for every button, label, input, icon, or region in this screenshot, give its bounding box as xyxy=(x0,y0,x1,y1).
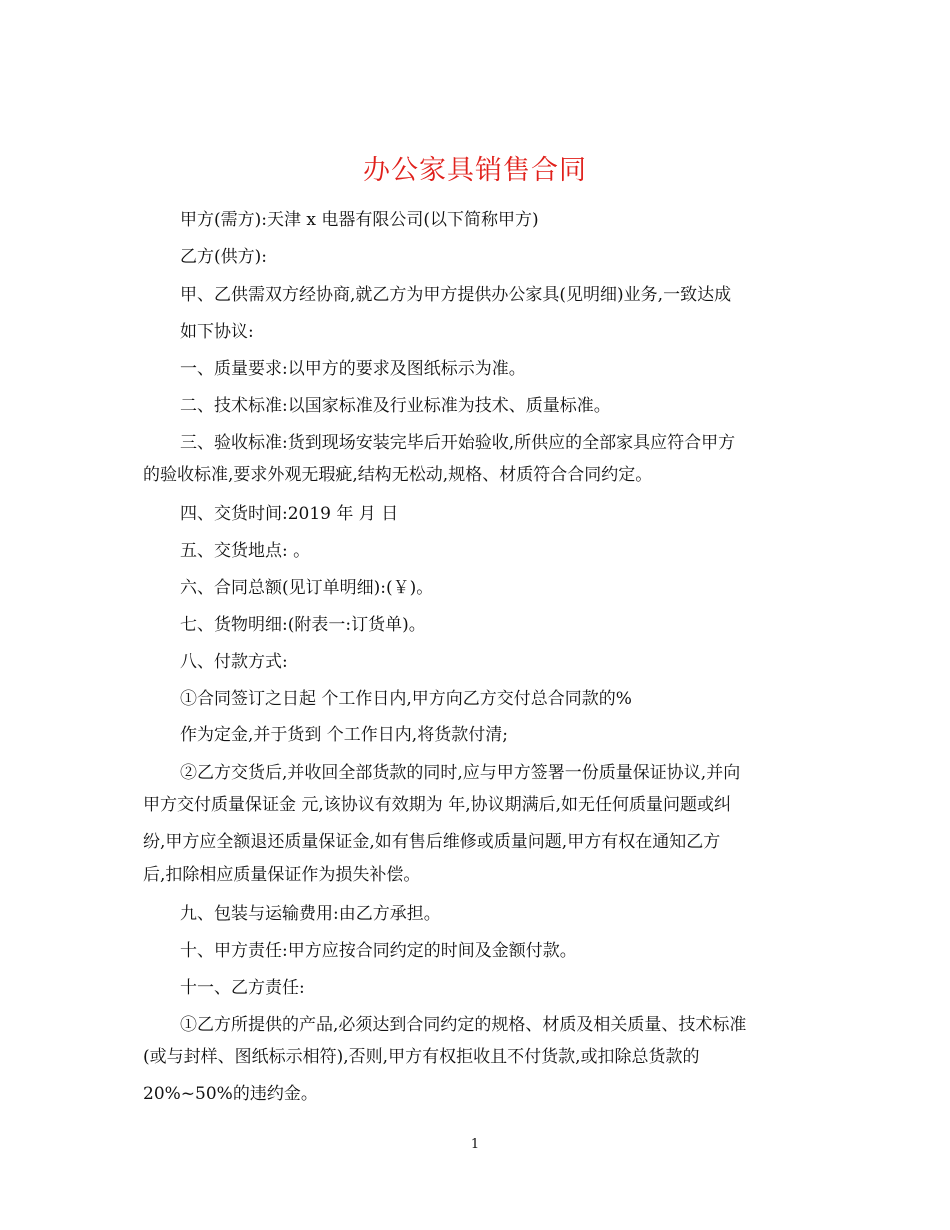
page-number: 1 xyxy=(470,1137,480,1152)
payment-item-1-cont: 作为定金,并于货到 个工作日内,将货款付清; xyxy=(180,725,508,745)
payment-item-2-cont-1: 甲方交付质量保证金 元,该协议有效期为 年,协议期满后,如无任何质量问题或纠 xyxy=(143,795,732,815)
clause-acceptance-cont: 的验收标准,要求外观无瑕疵,结构无松动,规格、材质符合合同约定。 xyxy=(143,465,653,485)
clause-tech-standard: 二、技术标准:以国家标准及行业标准为技术、质量标准。 xyxy=(180,396,611,416)
clause-payment: 八、付款方式: xyxy=(180,652,288,672)
party-b-duty-item-1: ①乙方所提供的产品,必须达到合同约定的规格、材质及相关质量、技术标准 xyxy=(180,1015,747,1035)
line-intro-cont: 如下协议: xyxy=(180,322,254,342)
clause-party-b-duty: 十一、乙方责任: xyxy=(180,978,305,998)
payment-item-2-cont-2: 纷,甲方应全额退还质量保证金,如有售后维修或质量问题,甲方有权在通知乙方 xyxy=(143,832,721,852)
payment-item-2-cont-3: 后,扣除相应质量保证作为损失补偿。 xyxy=(143,865,421,885)
clause-goods-detail: 七、货物明细:(附表一:订货单)。 xyxy=(180,615,426,635)
payment-item-1: ①合同签订之日起 个工作日内,甲方向乙方交付总合同款的% xyxy=(180,689,632,709)
document-title: 办公家具销售合同 xyxy=(363,155,587,187)
party-b-duty-item-1-cont-2: 20%~50%的违约金。 xyxy=(143,1084,318,1104)
clause-packaging: 九、包装与运输费用:由乙方承担。 xyxy=(180,904,441,924)
clause-acceptance: 三、验收标准:货到现场安装完毕后开始验收,所供应的全部家具应符合甲方 xyxy=(180,433,736,453)
clause-delivery-place: 五、交货地点: 。 xyxy=(180,541,311,561)
line-party-b: 乙方(供方): xyxy=(180,247,267,267)
clause-quality: 一、质量要求:以甲方的要求及图纸标示为准。 xyxy=(180,359,526,379)
party-b-duty-item-1-cont-1: (或与封样、图纸标示相符),否则,甲方有权拒收且不付货款,或扣除总货款的 xyxy=(143,1047,700,1067)
clause-party-a-duty: 十、甲方责任:甲方应按合同约定的时间及金额付款。 xyxy=(180,941,577,961)
line-intro: 甲、乙供需双方经协商,就乙方为甲方提供办公家具(见明细)业务,一致达成 xyxy=(180,285,732,305)
clause-total-amount: 六、合同总额(见订单明细):(￥)。 xyxy=(180,578,434,598)
clause-delivery-time: 四、交货时间:2019 年 月 日 xyxy=(180,504,399,524)
payment-item-2: ②乙方交货后,并收回全部货款的同时,应与甲方签署一份质量保证协议,并向 xyxy=(180,763,741,783)
line-party-a: 甲方(需方):天津 x 电器有限公司(以下简称甲方) xyxy=(180,210,539,230)
